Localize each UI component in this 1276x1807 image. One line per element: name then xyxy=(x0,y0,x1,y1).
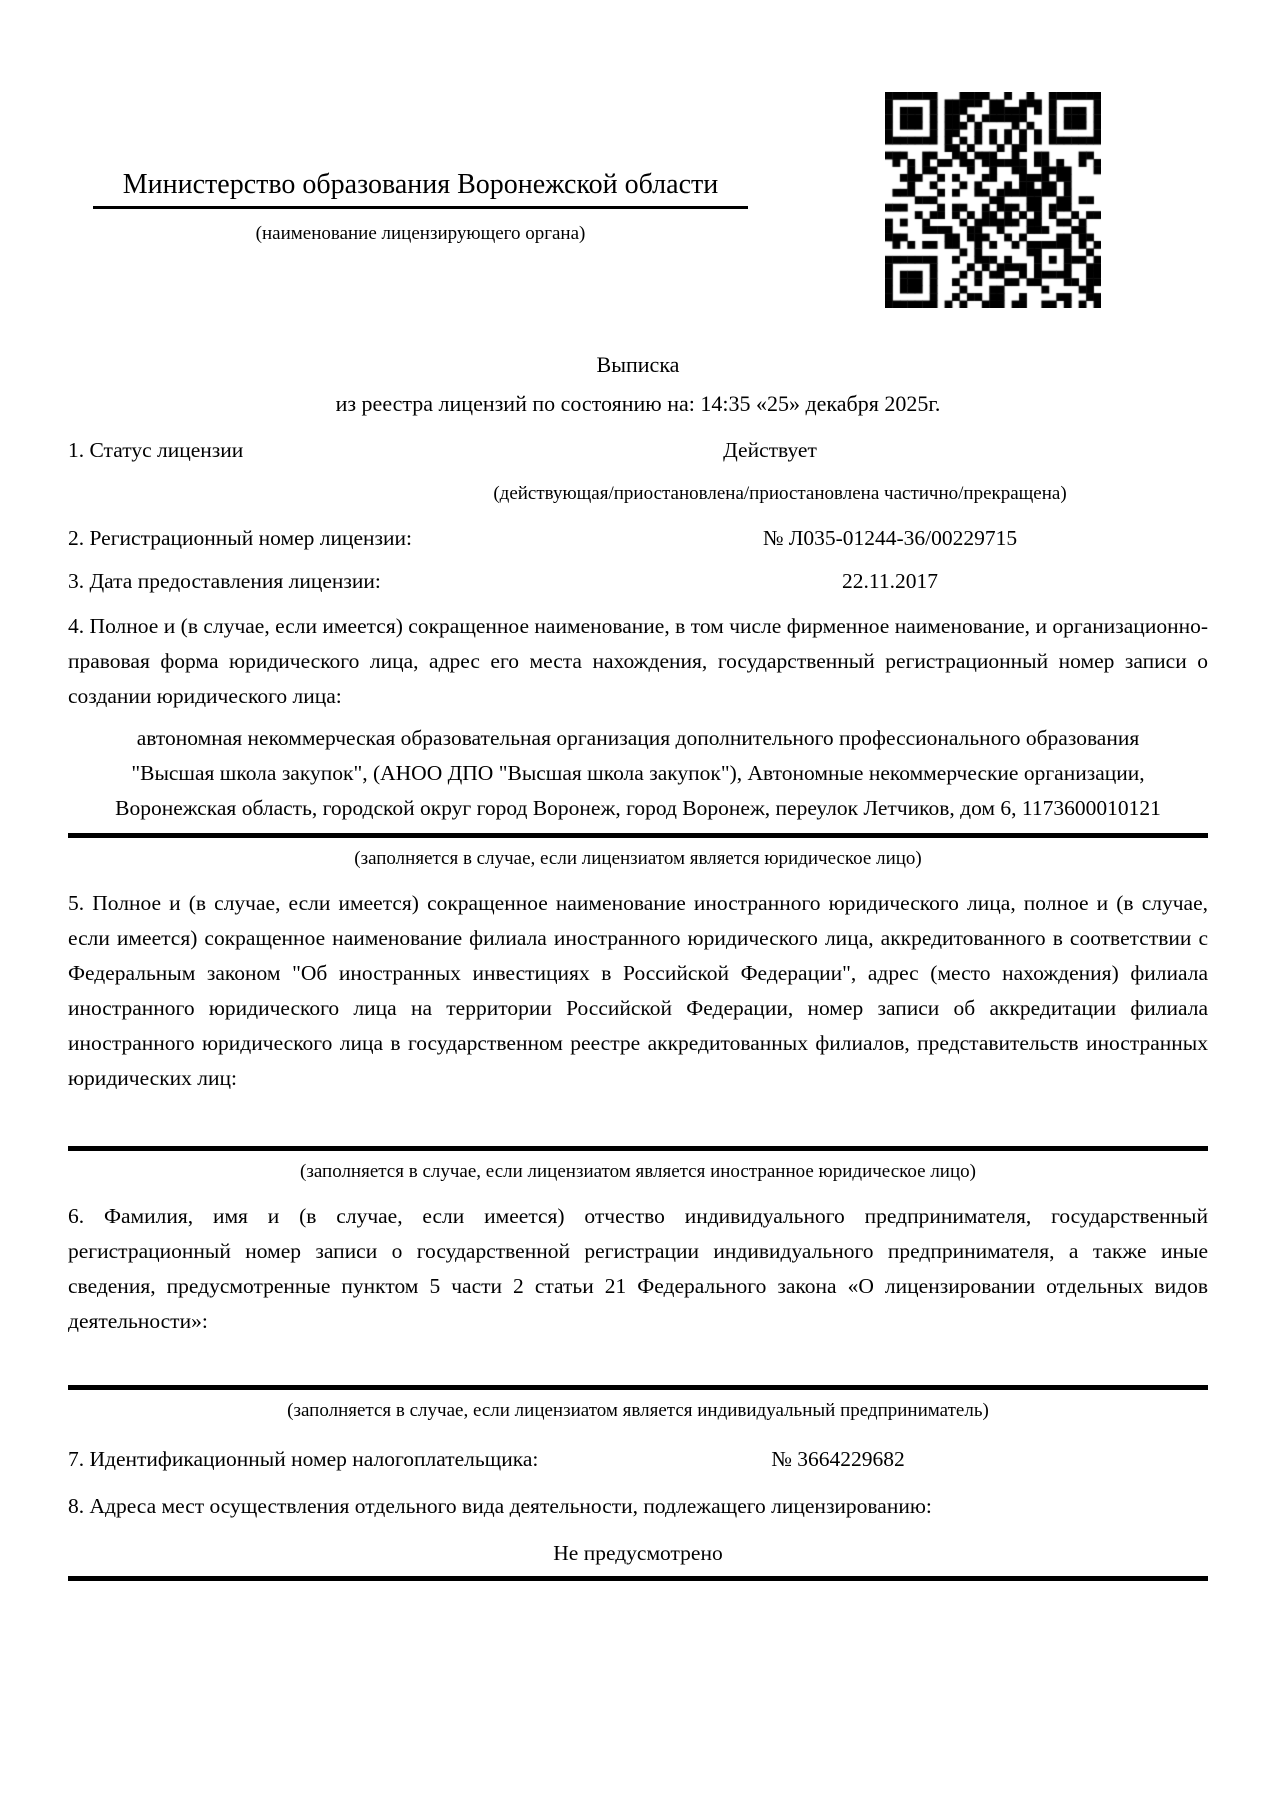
document-subtitle: из реестра лицензий по состоянию на: 14:35 «25» декабря 2025г. xyxy=(335,391,941,416)
grant-date-label: 3. Дата предоставления лицензии: xyxy=(68,569,381,593)
taxpayer-id-label: 7. Идентификационный номер налогоплательщика: xyxy=(68,1447,539,1471)
foreign-entity-label: 5. Полное и (в случае, если имеется) сокращенное наименование иностранного юридического лица, полное и (в случае, если имеется) сокращенное наименование филиала иностранного юридического лица, аккредитованного в соответствии с Федеральным законом "Об иностранных инвестициях в Российской Федерации", адрес (место нахождения) филиала иностранного юридического лица на территории Российской Федерации, номер записи об аккредитации филиала иностранного юридического лица в государственном реестре аккредитованных филиалов, представительств иностранных юридических лиц: xyxy=(68,891,1208,1090)
legal-entity-label: 4. Полное и (в случае, если имеется) сокращенное наименование, в том числе фирменное наименование, и организационно-правовая форма юридического лица, адрес его места нахождения, государственный регистрационный номер записи о создании юридического лица: xyxy=(68,614,1208,708)
legal-entity-value: автономная некоммерческая образовательная организация дополнительного профессионального образования "Высшая школа закупок", (АНОО ДПО "Высшая школа закупок"), Автономные некоммерческие организации, Воронежская область, городской округ город Воронеж, город Воронеж, переулок Летчиков, дом 6, 1173600010121 xyxy=(115,726,1161,820)
legal-entity-caption: (заполняется в случае, если лицензиатом является юридическое лицо) xyxy=(354,848,922,869)
field-grant-date xyxy=(68,564,1208,599)
fill-line-activity-addresses xyxy=(68,1576,1208,1581)
licensing-authority-name: Министерство образования Воронежской области xyxy=(93,168,748,209)
individual-entrepreneur-label: 6. Фамилия, имя и (в случае, если имеется) отчество индивидуального предпринимателя, государственный регистрационный номер записи о государственной регистрации индивидуального предпринимателя, а также иные сведения, предусмотренные пунктом 5 части 2 статьи 21 Федерального закона «О лицензировании отдельных видов деятельности»: xyxy=(68,1204,1208,1333)
license-status-value: Действует xyxy=(723,438,817,462)
license-status-label: 1. Статус лицензии xyxy=(68,438,244,462)
activity-addresses-value: Не предусмотрено xyxy=(553,1541,723,1565)
licensing-authority-block xyxy=(93,168,748,246)
qr-code-image xyxy=(885,92,1101,308)
foreign-entity-caption: (заполняется в случае, если лицензиатом является иностранное юридическое лицо) xyxy=(300,1161,976,1182)
document-title: Выписка xyxy=(596,352,680,377)
fill-line-legal-entity xyxy=(68,833,1208,838)
registration-number-value: № Л035-01244-36/00229715 xyxy=(762,526,1018,550)
field-license-status xyxy=(68,433,1208,468)
licensing-authority-caption: (наименование лицензирующего органа) xyxy=(255,223,586,244)
field-registration-number xyxy=(68,521,1208,556)
fill-line-individual-entrepreneur xyxy=(68,1385,1208,1390)
field-taxpayer-id xyxy=(68,1442,1208,1477)
fill-line-foreign-entity xyxy=(68,1146,1208,1151)
individual-entrepreneur-caption: (заполняется в случае, если лицензиатом является индивидуальный предприниматель) xyxy=(287,1400,989,1421)
license-status-options-caption: (действующая/приостановлена/приостановлена частично/прекращена) xyxy=(493,483,1067,504)
taxpayer-id-value: № 3664229682 xyxy=(771,1447,905,1471)
registration-number-label: 2. Регистрационный номер лицензии: xyxy=(68,526,413,550)
grant-date-value: 22.11.2017 xyxy=(842,569,938,593)
activity-addresses-label: 8. Адреса мест осуществления отдельного вида деятельности, подлежащего лицензированию: xyxy=(68,1494,932,1518)
document-header xyxy=(68,0,1208,312)
